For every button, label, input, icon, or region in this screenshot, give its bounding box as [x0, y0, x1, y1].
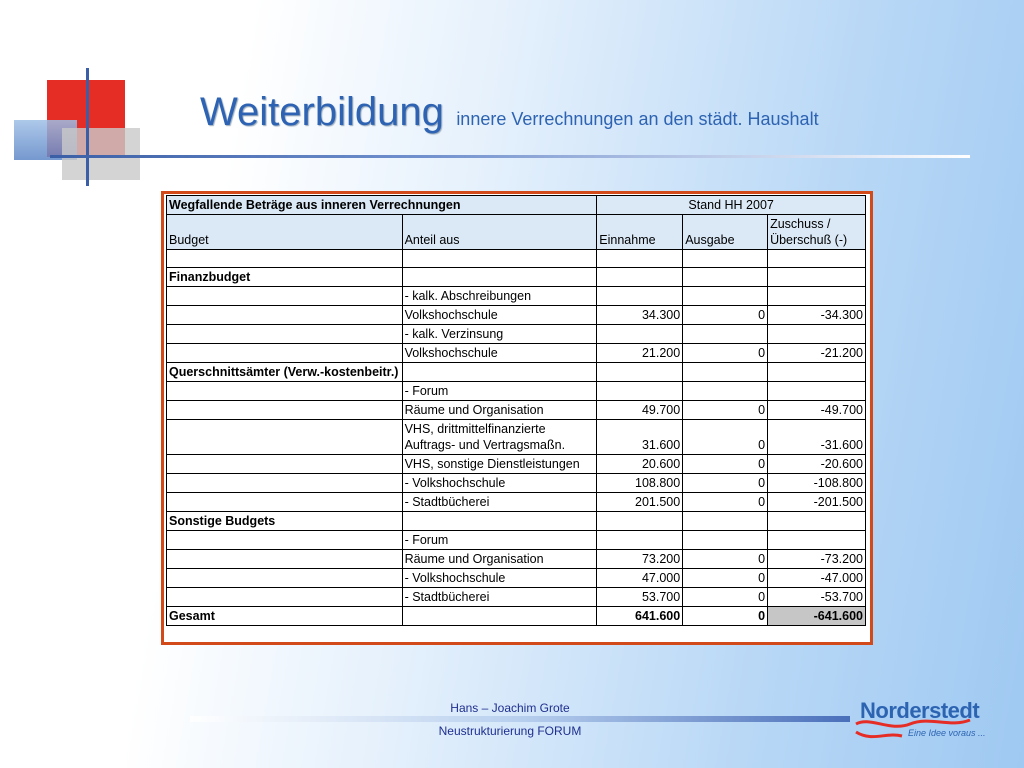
table-cell: 73.200: [597, 550, 683, 569]
table-cell: [768, 287, 866, 306]
table-cell: -73.200: [768, 550, 866, 569]
table-cell: 0: [683, 474, 768, 493]
table-cell: [402, 250, 597, 268]
table-cell: [402, 268, 597, 287]
table-cell: [167, 569, 403, 588]
table-cell: [167, 474, 403, 493]
table-cell: 0: [683, 420, 768, 455]
footer-divider: [190, 716, 850, 722]
table-cell: -641.600: [768, 607, 866, 626]
title-underline: [50, 155, 970, 158]
table-cell: [683, 512, 768, 531]
table-cell: [597, 268, 683, 287]
table-cell: [768, 363, 866, 382]
table-row: [167, 287, 866, 306]
table-cell: [167, 588, 403, 607]
table-cell: Querschnittsämter (Verw.-kostenbeitr.): [167, 363, 403, 382]
table-cell: -108.800: [768, 474, 866, 493]
table-cell: - kalk. Verzinsung: [402, 325, 597, 344]
table-cell: [402, 607, 597, 626]
table-column-header-row: [167, 215, 866, 250]
table-cell: - Forum: [402, 382, 597, 401]
table-cell: 0: [683, 455, 768, 474]
table-cell: 0: [683, 588, 768, 607]
table-cell: [683, 250, 768, 268]
table-cell: [683, 363, 768, 382]
table-cell: 21.200: [597, 344, 683, 363]
table-cell: [768, 531, 866, 550]
table-cell: [597, 250, 683, 268]
table-row: [167, 588, 866, 607]
table-cell: [167, 550, 403, 569]
table-cell: 31.600: [597, 420, 683, 455]
table-row: [167, 531, 866, 550]
table-row: [167, 569, 866, 588]
table-row: [167, 474, 866, 493]
table-row: [167, 550, 866, 569]
table-cell: [768, 268, 866, 287]
table-cell: 47.000: [597, 569, 683, 588]
table-cell: [768, 512, 866, 531]
title-main: Weiterbildung: [200, 90, 444, 134]
table-cell: [167, 287, 403, 306]
slide-title: [200, 90, 819, 135]
table-cell: -201.500: [768, 493, 866, 512]
table-cell: [683, 531, 768, 550]
table-cell: -53.700: [768, 588, 866, 607]
table-cell: -31.600: [768, 420, 866, 455]
table-cell: [167, 306, 403, 325]
table-row: [167, 344, 866, 363]
table-cell: Sonstige Budgets: [167, 512, 403, 531]
table-cell: [597, 531, 683, 550]
logo-tagline: Eine Idee voraus ...: [908, 728, 986, 738]
table-row: [167, 268, 866, 287]
table-cell: Ausgabe: [683, 215, 768, 250]
table-row: [167, 325, 866, 344]
table-cell: Räume und Organisation: [402, 401, 597, 420]
table-cell: -49.700: [768, 401, 866, 420]
table-cell: 108.800: [597, 474, 683, 493]
table-cell: -20.600: [768, 455, 866, 474]
table-cell: [768, 250, 866, 268]
table-cell: [167, 401, 403, 420]
logo-name: Norderstedt: [860, 698, 980, 723]
table-cell: [167, 531, 403, 550]
table-cell: [768, 325, 866, 344]
table-cell: 0: [683, 493, 768, 512]
table-cell: Zuschuss / Überschuß (-): [768, 215, 866, 250]
table-cell: Volkshochschule: [402, 344, 597, 363]
table-cell: [683, 287, 768, 306]
table-cell: [402, 363, 597, 382]
table-row: [167, 455, 866, 474]
table-cell: [683, 382, 768, 401]
table-cell: [597, 287, 683, 306]
table-row: [167, 363, 866, 382]
table-cell: - Forum: [402, 531, 597, 550]
table-cell: - Volkshochschule: [402, 569, 597, 588]
table-cell: 53.700: [597, 588, 683, 607]
decor-grey-square: [62, 128, 140, 180]
table-cell: [597, 512, 683, 531]
table-cell: 0: [683, 306, 768, 325]
table-cell: 49.700: [597, 401, 683, 420]
table-cell: 20.600: [597, 455, 683, 474]
table-cell: Stand HH 2007: [597, 196, 866, 215]
table-total-row: [167, 607, 866, 626]
table-cell: [597, 363, 683, 382]
table-cell: [167, 493, 403, 512]
table-cell: - Volkshochschule: [402, 474, 597, 493]
table-cell: VHS, drittmittelfinanzierte Auftrags- und Vertragsmaßn.: [402, 420, 597, 455]
table-cell: Finanzbudget: [167, 268, 403, 287]
table-cell: -21.200: [768, 344, 866, 363]
table-cell: Volkshochschule: [402, 306, 597, 325]
table-header-row: [167, 196, 866, 215]
decor-vertical-line: [86, 68, 89, 186]
table-cell: Wegfallende Beträge aus inneren Verrechnungen: [167, 196, 597, 215]
table-cell: Einnahme: [597, 215, 683, 250]
table-cell: [167, 250, 403, 268]
table-frame: [161, 191, 873, 645]
table-cell: 641.600: [597, 607, 683, 626]
table-row: [167, 250, 866, 268]
table-cell: -34.300: [768, 306, 866, 325]
table-cell: Budget: [167, 215, 403, 250]
table-cell: [167, 455, 403, 474]
footer-project: Neustrukturierung FORUM: [438, 724, 582, 738]
table-row: [167, 420, 866, 455]
table-cell: 34.300: [597, 306, 683, 325]
table-cell: [683, 325, 768, 344]
table-cell: [768, 382, 866, 401]
table-cell: -47.000: [768, 569, 866, 588]
table-cell: - Stadtbücherei: [402, 493, 597, 512]
table-cell: VHS, sonstige Dienstleistungen: [402, 455, 597, 474]
table-row: [167, 401, 866, 420]
table-cell: [683, 268, 768, 287]
table-cell: 0: [683, 344, 768, 363]
footer-author: Hans – Joachim Grote: [450, 701, 570, 715]
table-row: [167, 512, 866, 531]
table-cell: Räume und Organisation: [402, 550, 597, 569]
norderstedt-logo: [850, 698, 990, 748]
title-subtitle: innere Verrechnungen an den städt. Haushalt: [456, 109, 819, 129]
table-row: [167, 493, 866, 512]
table-cell: - kalk. Abschreibungen: [402, 287, 597, 306]
table-row: [167, 306, 866, 325]
table-cell: 201.500: [597, 493, 683, 512]
table-cell: 0: [683, 607, 768, 626]
table-cell: [167, 420, 403, 455]
table-cell: [597, 325, 683, 344]
table-cell: Gesamt: [167, 607, 403, 626]
table-cell: [167, 325, 403, 344]
table-cell: 0: [683, 401, 768, 420]
table-cell: 0: [683, 569, 768, 588]
table-row: [167, 382, 866, 401]
table-cell: 0: [683, 550, 768, 569]
table-cell: [167, 382, 403, 401]
table-cell: [402, 512, 597, 531]
table-cell: [597, 382, 683, 401]
budget-table: [166, 195, 866, 626]
table-cell: Anteil aus: [402, 215, 597, 250]
table-cell: - Stadtbücherei: [402, 588, 597, 607]
table-cell: [167, 344, 403, 363]
